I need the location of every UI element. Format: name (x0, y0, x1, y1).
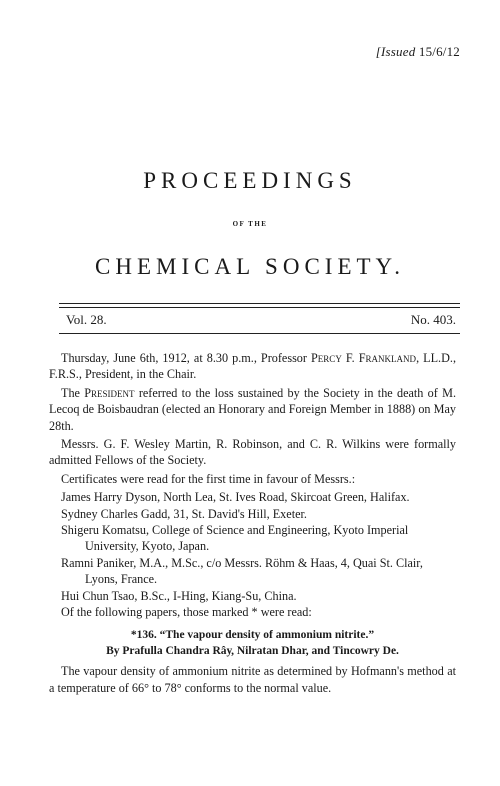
president-word: President (84, 385, 135, 400)
body-text (49, 350, 456, 698)
divider-top-1 (59, 303, 460, 304)
issued-date: 15/6/12 (418, 44, 460, 59)
issue-date (376, 44, 460, 60)
divider-bottom (59, 333, 460, 334)
paper-authors: By Prafulla Chandra Râу, Nilratan Dhar, and Tincowry De. (106, 644, 399, 657)
masthead-of-the: OF THE (232, 220, 268, 228)
masthead-chemical-society: CHEMICAL SOCIETY. (95, 254, 405, 279)
list-item: Ramni Paniker, M.A., M.Sc., c/o Messrs. Röhm & Haas, 4, Quai St. Clair, Lyons, France. (61, 555, 423, 587)
issued-label: [Issued (375, 44, 416, 59)
meeting-paragraph: Thursday, June 6th, 1912, at 8.30 p.m., Professor Percy F. Frankland, LL.D., F.R.S., President, in the Chair. (49, 351, 457, 382)
abstract-paragraph: The vapour density of ammonium nitrite as determined by Hofmann's method at a temperature of 66° to 78° conforms to the normal value. (49, 664, 456, 695)
candidate-list (49, 489, 456, 604)
list-item: Shigeru Komatsu, College of Science and Engineering, Kyoto Imperial University, Kyoto, Japan. (61, 523, 409, 554)
masthead-proceedings: PROCEEDINGS (143, 168, 357, 193)
papers-intro: Of the following papers, those marked * were read: (61, 605, 312, 620)
fellows-paragraph: Messrs. G. F. Wesley Martin, R. Robinson, and C. R. Wilkins were formally admitted Fellows of the Society. (49, 437, 456, 468)
list-item: Hui Chun Tsao, B.Sc., I-Hing, Kiang-Su, China. (61, 588, 297, 603)
chair-name: Percy F. Frankland (311, 351, 417, 365)
list-item: James Harry Dyson, North Lea, St. Ives Road, Skircoat Green, Halifax. (61, 490, 410, 505)
paper-title: *136. “The vapour density of ammonium nitrite.” (130, 628, 375, 641)
list-item: Sydney Charles Gadd, 31, St. David's Hill, Exeter. (61, 506, 307, 521)
obituary-paragraph: The President referred to the loss sustained by the Society in the death of M. Lecoq de Boisbaudran (elected an Honorary and Foreign Member in 1888) on May 28th. (49, 385, 456, 433)
divider-top-2 (59, 307, 460, 308)
certificates-paragraph: Certificates were read for the first time in favour of Messrs.: (61, 471, 356, 486)
issue-number: No. 403. (410, 312, 456, 327)
volume-number: Vol. 28. (66, 312, 107, 327)
